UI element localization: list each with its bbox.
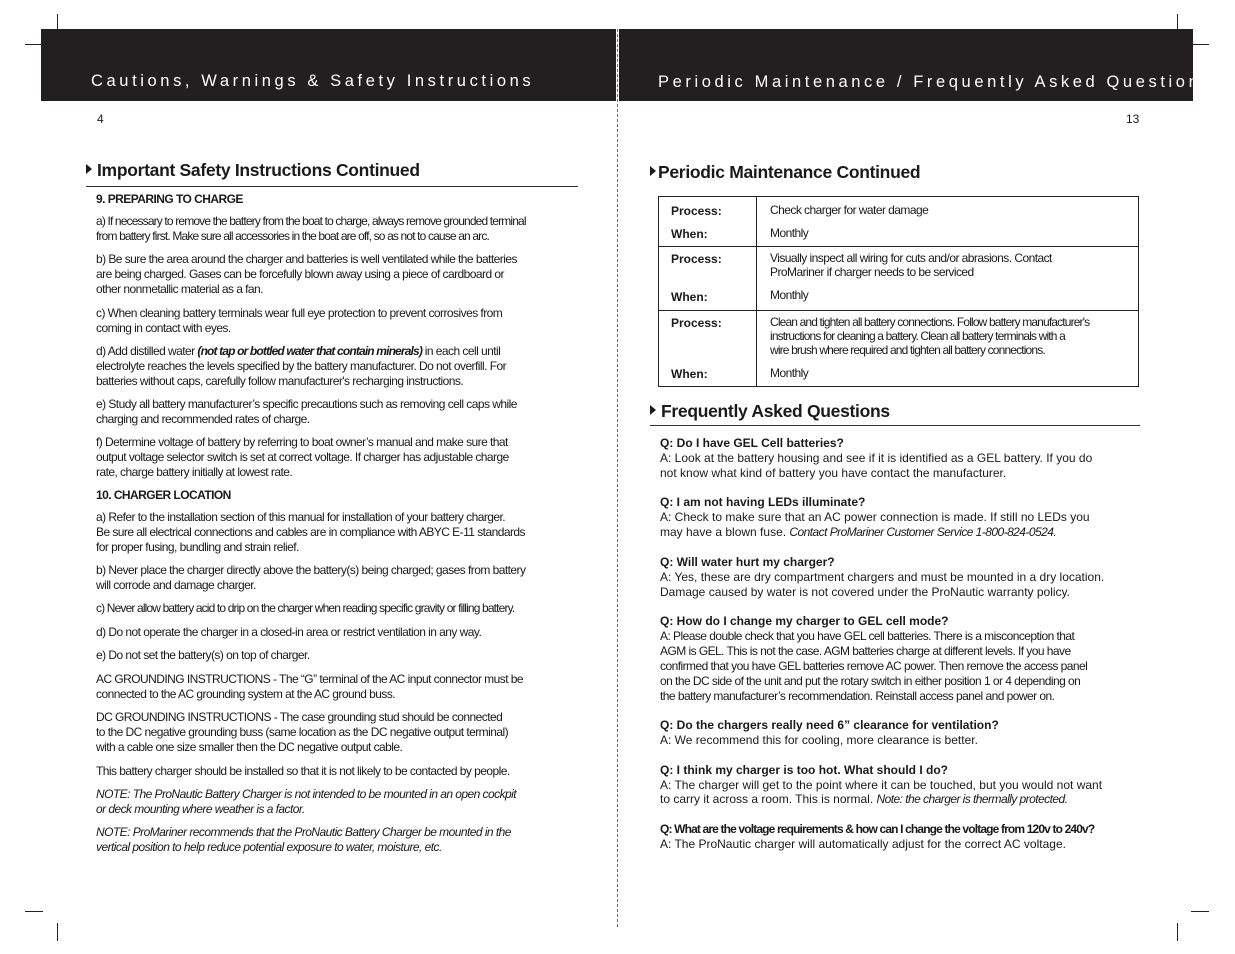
body-line: electrolyte reaches the levels specified by the battery manufacturer. Do not overfill. For: [96, 359, 507, 373]
body-line: other nonmetallic material as a fan.: [96, 282, 263, 296]
faq-answer: A: Look at the battery housing and see if it is identified as a GEL battery. If you do: [660, 451, 1093, 465]
process-text: ProMariner if charger needs to be serviced: [770, 265, 974, 279]
faq-answer: A: The charger will get to the point where it can be touched, but you would not want: [660, 778, 1103, 792]
faq-answer: A: Check to make sure that an AC power connection is made. If still no LEDs you: [660, 510, 1090, 524]
crop-mark: [25, 911, 43, 912]
faq-answer: to carry it across a room. This is normal. Note: the charger is thermally protected.: [660, 792, 1068, 806]
faq-answer: A: Yes, these are dry compartment chargers and must be mounted in a dry location.: [660, 570, 1105, 584]
left-banner-title: Cautions, Warnings & Safety Instructions: [91, 72, 535, 90]
body-line: b) Never place the charger directly above the battery(s) being charged; gases from battery: [96, 563, 526, 577]
faq-answer: AGM is GEL. This is not the case. AGM batteries charge at different levels. If you have: [660, 644, 1071, 658]
faq-title: Frequently Asked Questions: [650, 401, 890, 422]
body-line: d) Do not operate the charger in a closed-in area or restrict ventilation in any way.: [96, 625, 482, 639]
faq-answer: the battery manufacturer’s recommendation. Reinstall access panel and power on.: [660, 689, 1055, 703]
when-label: When:: [671, 290, 708, 304]
body-line: a) Refer to the installation section of this manual for installation of your battery charger.: [96, 510, 506, 524]
crop-mark: [57, 923, 58, 941]
body-line: batteries without caps, carefully follow manufacturer's recharging instructions.: [96, 374, 464, 388]
body-line: d) Add distilled water (not tap or bottled water that contain minerals) in each cell until: [96, 344, 501, 358]
body-line: Be sure all electrical connections and cables are in compliance with ABYC E-11 standards: [96, 525, 525, 539]
body-line: charging and recommended rates of charge.: [96, 412, 310, 426]
body-line: are being charged. Gases can be forcefully blown away using a piece of cardboard or: [96, 267, 504, 281]
faq-question: Q: Will water hurt my charger?: [660, 555, 835, 569]
faq-question: Q: What are the voltage requirements & how can I change the voltage from 120v to 240v?: [660, 822, 1095, 836]
body-line: AC GROUNDING INSTRUCTIONS - The “G” terminal of the AC input connector must be: [96, 672, 524, 686]
process-text: Clean and tighten all battery connections. Follow battery manufacturer's: [770, 315, 1090, 329]
note-line: NOTE: ProMariner recommends that the ProNautic Battery Charger be mounted in the: [96, 825, 511, 839]
note-line: or deck mounting where weather is a factor.: [96, 802, 305, 816]
body-line: e) Study all battery manufacturer’s specific precautions such as removing cell caps while: [96, 397, 517, 411]
body-line: with a cable one size smaller then the DC negative output cable.: [96, 740, 403, 754]
faq-answer: A: Please double check that you have GEL cell batteries. There is a misconception that: [660, 629, 1075, 643]
body-line: This battery charger should be installed so that it is not likely to be contacted by people.: [96, 764, 510, 778]
process-text: Check charger for water damage: [770, 203, 929, 217]
process-label: Process:: [671, 316, 722, 330]
body-line: rate, charge battery initially at lowest rate.: [96, 465, 293, 479]
when-text: Monthly: [770, 226, 809, 240]
crop-mark: [1191, 44, 1209, 45]
when-label: When:: [671, 367, 708, 381]
body-line: will corrode and damage charger.: [96, 578, 256, 592]
body-line: c) When cleaning battery terminals wear full eye protection to prevent corrosives from: [96, 306, 503, 320]
body-line: e) Do not set the battery(s) on top of charger.: [96, 648, 310, 662]
right-page-number: 13: [1126, 112, 1140, 126]
faq-body: [660, 0, 1160, 954]
faq-answer: A: We recommend this for cooling, more clearance is better.: [660, 733, 978, 747]
body-line: to the DC negative grounding buss (same location as the DC negative output terminal): [96, 725, 509, 739]
body-line: connected to the AC grounding system at the AC ground buss.: [96, 687, 396, 701]
faq-answer: on the DC side of the unit and put the rotary switch in either position 1 or 4 depending on: [660, 674, 1081, 688]
when-text: Monthly: [770, 366, 809, 380]
faq-answer: not know what kind of battery you have contact the manufacturer.: [660, 466, 1007, 480]
body-line: for proper fusing, bundling and strain relief.: [96, 540, 299, 554]
faq-question: Q: How do I change my charger to GEL cell mode?: [660, 614, 949, 628]
process-text: Visually inspect all wiring for cuts and/or abrasions. Contact: [770, 251, 1052, 265]
left-body: [96, 0, 586, 954]
heading-charger-location: 10. CHARGER LOCATION: [96, 488, 231, 502]
crop-mark: [1177, 923, 1178, 941]
note-line: NOTE: The ProNautic Battery Charger is not intended to be mounted in an open cockpit: [96, 787, 517, 801]
process-text: instructions for cleaning a battery. Clean all battery terminals with a: [770, 329, 1065, 343]
process-text: wire brush where required and tighten all battery connections.: [770, 343, 1045, 357]
body-line: from battery first. Make sure all accessories in the boat are off, so as not to cause an arc.: [96, 229, 489, 243]
faq-answer: may have a blown fuse. Contact ProMariner Customer Service 1-800-824-0524.: [660, 525, 1057, 539]
process-label: Process:: [671, 204, 722, 218]
faq-question: Q: I think my charger is too hot. What should I do?: [660, 763, 948, 777]
right-banner-title: Periodic Maintenance / Frequently Asked Questions: [658, 73, 1214, 91]
body-line: c) Never allow battery acid to drip on the charger when reading specific gravity or filling battery.: [96, 601, 515, 615]
triangle-bullet-icon: [650, 166, 656, 176]
body-line: f) Determine voltage of battery by referring to boat owner’s manual and make sure that: [96, 435, 508, 449]
faq-question: Q: Do the chargers really need 6” clearance for ventilation?: [660, 718, 999, 732]
body-line: b) Be sure the area around the charger and batteries is well ventilated while the batteries: [96, 252, 517, 266]
when-label: When:: [671, 227, 708, 241]
body-line: a) If necessary to remove the battery from the boat to charge, always remove grounded terminal: [96, 214, 526, 228]
page-divider: [617, 29, 618, 927]
when-text: Monthly: [770, 288, 809, 302]
triangle-bullet-icon: [86, 164, 92, 174]
heading-preparing: 9. PREPARING TO CHARGE: [96, 192, 243, 206]
left-page-number: 4: [97, 112, 104, 126]
body-line: coming in contact with eyes.: [96, 321, 231, 335]
faq-answer: A: The ProNautic charger will automatically adjust for the correct AC voltage.: [660, 837, 1066, 851]
faq-question: Q: I am not having LEDs illuminate?: [660, 495, 866, 509]
faq-question: Q: Do I have GEL Cell batteries?: [660, 436, 844, 450]
left-section-title: Important Safety Instructions Continued: [86, 160, 420, 181]
crop-mark: [1191, 911, 1209, 912]
faq-answer: Damage caused by water is not covered under the ProNautic warranty policy.: [660, 585, 1070, 599]
note-line: vertical position to help reduce potential exposure to water, moisture, etc.: [96, 840, 442, 854]
body-line: output voltage selector switch is set at correct voltage. If charger has adjustable charge: [96, 450, 509, 464]
right-section-title: Periodic Maintenance Continued: [650, 162, 920, 183]
body-line: DC GROUNDING INSTRUCTIONS - The case grounding stud should be connected: [96, 710, 503, 724]
faq-answer: confirmed that you have GEL batteries remove AC power. Then remove the access panel: [660, 659, 1088, 673]
process-label: Process:: [671, 252, 722, 266]
triangle-bullet-icon: [650, 405, 656, 415]
